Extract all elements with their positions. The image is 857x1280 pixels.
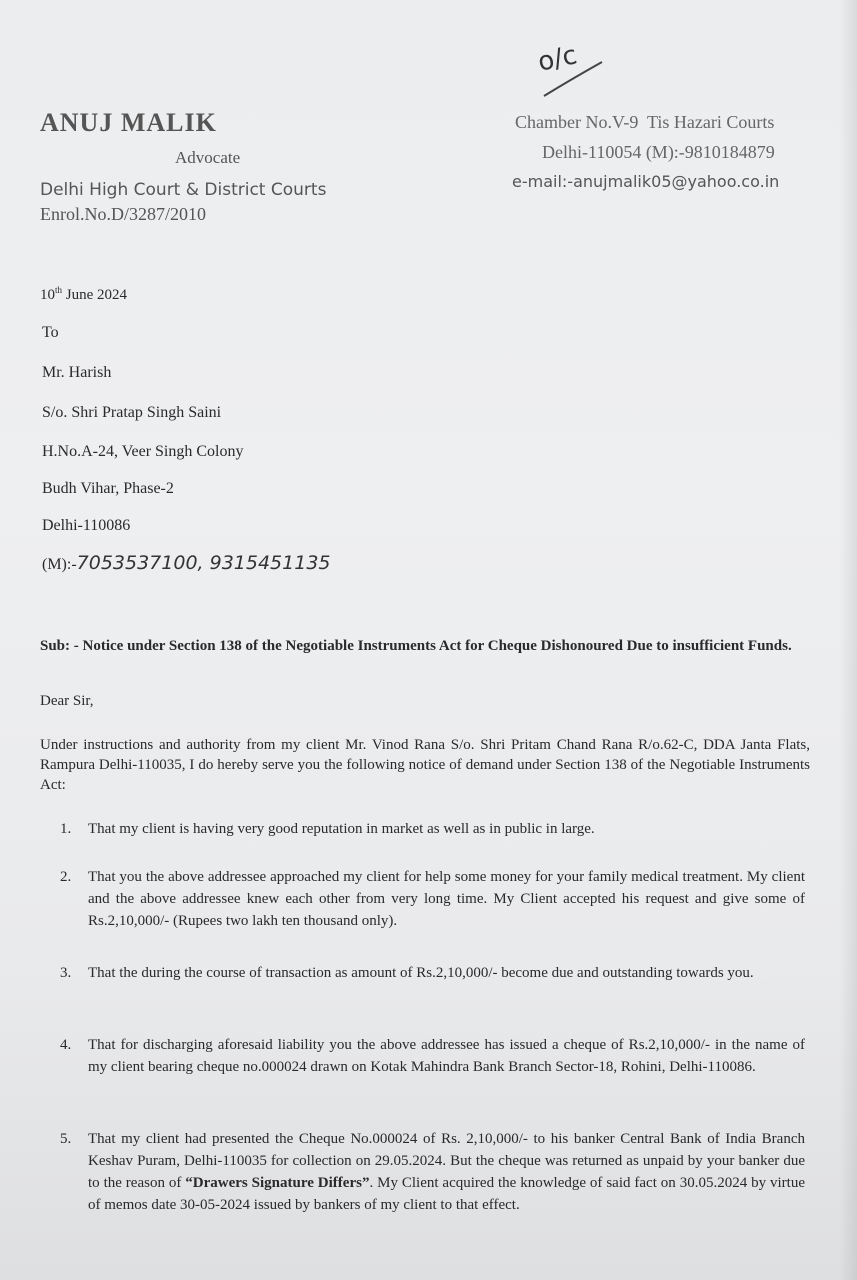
sender-email: e-mail:-anujmalik05@yahoo.co.in xyxy=(512,172,780,191)
item-number: 1. xyxy=(60,821,72,837)
item-text: That for discharging aforesaid liability you the above addressee has issued a cheque of Rs.2,10,000/- in the name of my client bearing cheque no.000024 drawn on Kotak Mahindra Bank Branch Sector-18, Rohini, Delhi-110086. xyxy=(88,1037,805,1075)
mobile-label: (M):- xyxy=(42,556,77,573)
sender-name: ANUJ MALIK xyxy=(40,108,217,137)
item-text-before: That my client had presented the Cheque No.000024 of Rs. 2,10,000/- to his banker Central Bank of India Branch Keshav Puram, Delhi-110035 for collection on 29.05.2024. But the cheque was returned as unpaid by your banker due to the reason of xyxy=(88,1131,805,1191)
page-edge-shadow xyxy=(839,0,857,1280)
letter-date xyxy=(40,285,127,304)
sender-courts: Delhi High Court & District Courts xyxy=(40,180,327,200)
salutation: Dear Sir, xyxy=(40,693,94,709)
item-text xyxy=(88,1128,805,1216)
list-item xyxy=(60,1034,805,1104)
date-suffix: th xyxy=(55,285,63,295)
recipient-relation: S/o. Shri Pratap Singh Saini xyxy=(42,404,222,421)
item-text: That the during the course of transaction as amount of Rs.2,10,000/- become due and outstanding towards you. xyxy=(88,965,754,981)
list-item xyxy=(60,866,805,936)
date-day: 10 xyxy=(40,287,55,303)
annotation-stroke xyxy=(540,50,610,100)
recipient-mobile xyxy=(42,552,331,574)
list-item xyxy=(60,1128,805,1248)
mobile-handwritten: 7053537100, 9315451135 xyxy=(76,552,331,574)
sender-title: Advocate xyxy=(175,148,241,167)
subject-line: Sub: - Notice under Section 138 of the Negotiable Instruments Act for Cheque Dishonoured Due to insufficient Funds. xyxy=(40,638,792,654)
recipient-name: Mr. Harish xyxy=(42,364,112,381)
recipient-area: Budh Vihar, Phase-2 xyxy=(42,480,174,497)
recipient-to: To xyxy=(42,324,59,341)
item-number: 3. xyxy=(60,965,72,981)
date-rest: June 2024 xyxy=(62,287,128,303)
list-item xyxy=(60,818,805,842)
recipient-house: H.No.A-24, Veer Singh Colony xyxy=(42,443,244,460)
recipient-city: Delhi-110086 xyxy=(42,517,131,534)
item-number: 2. xyxy=(60,869,72,885)
handwritten-annotation: o/c xyxy=(535,40,580,78)
intro-paragraph: Under instructions and authority from my client Mr. Vinod Rana S/o. Shri Pritam Chand Rana R/o.62-C, DDA Janta Flats, Rampura Delhi-110035, I do hereby serve you the following notice of demand under Section 138 of the Negotiable Instruments Act: xyxy=(40,737,810,793)
item-text: That you the above addressee approached my client for help some money for your family medical treatment. My client and the above addressee knew each other from very long time. My Client accepted his request and give some of Rs.2,10,000/- (Rupees two lakh ten thousand only). xyxy=(88,869,805,929)
item-text-bold: “Drawers Signature Differs” xyxy=(185,1175,370,1191)
list-item xyxy=(60,962,805,1008)
item-number: 5. xyxy=(60,1131,72,1147)
item-number: 4. xyxy=(60,1037,72,1053)
item-text-after: . My Client acquired the knowledge of said fact on 30.05.2024 by virtue of memos date 30-05-2024 issued by bankers of my client to that effect. xyxy=(88,1175,806,1213)
sender-enrol: Enrol.No.D/3287/2010 xyxy=(40,204,206,224)
sender-city-mobile: Delhi-110054 (M):-9810184879 xyxy=(542,142,775,162)
sender-chamber: Chamber No.V-9 Tis Hazari Courts xyxy=(515,112,775,132)
item-text: That my client is having very good reputation in market as well as in public in large. xyxy=(88,821,595,837)
